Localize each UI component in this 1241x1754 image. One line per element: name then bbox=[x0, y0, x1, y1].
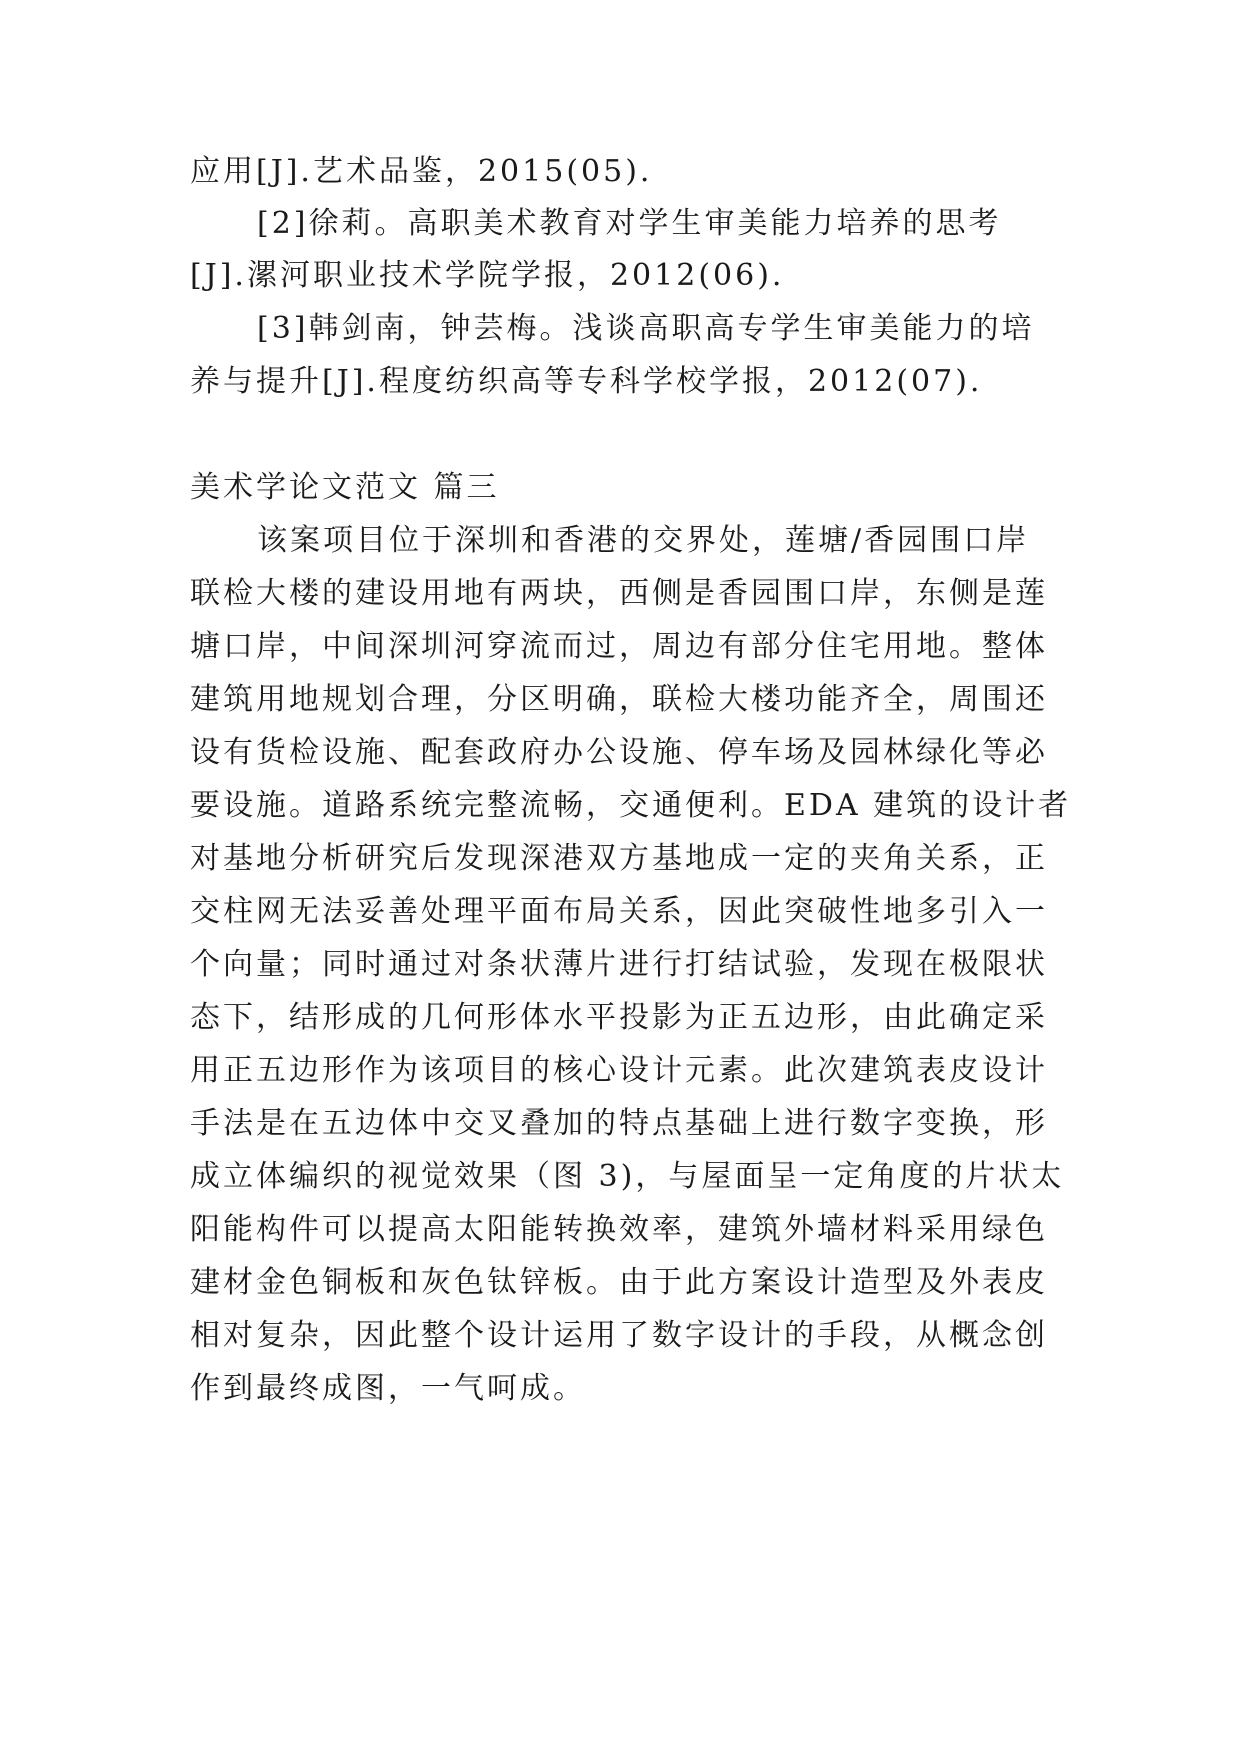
body-line: 用正五边形作为该项目的核心设计元素。此次建筑表皮设计 bbox=[190, 1053, 1048, 1088]
body-line: 该案项目位于深圳和香港的交界处，莲塘/香园围口岸 bbox=[257, 523, 1030, 558]
body-line: 作到最终成图，一气呵成。 bbox=[190, 1371, 586, 1406]
body-line: 要设施。道路系统完整流畅，交通便利。EDA 建筑的设计者 bbox=[190, 788, 1072, 823]
reference-3-line-1: [3]韩剑南，钟芸梅。浅谈高职高专学生审美能力的培 bbox=[257, 311, 1035, 346]
reference-2-line-2: [J].漯河职业技术学院学报，2012(06). bbox=[190, 258, 785, 293]
reference-3-line-2: 养与提升[J].程度纺织高等专科学校学报，2012(07). bbox=[190, 364, 983, 399]
body-line: 塘口岸，中间深圳河穿流而过，周边有部分住宅用地。整体 bbox=[190, 629, 1048, 664]
body-line: 手法是在五边体中交叉叠加的特点基础上进行数字变换，形 bbox=[190, 1106, 1048, 1141]
body-line: 对基地分析研究后发现深港双方基地成一定的夹角关系，正 bbox=[190, 841, 1048, 876]
section-title: 美术学论文范文 篇三 bbox=[190, 470, 500, 505]
body-line: 个向量；同时通过对条状薄片进行打结试验，发现在极限状 bbox=[190, 947, 1048, 982]
body-line: 建筑用地规划合理，分区明确，联检大楼功能齐全，周围还 bbox=[190, 682, 1048, 717]
body-line: 态下，结形成的几何形体水平投影为正五边形，由此确定采 bbox=[190, 1000, 1048, 1035]
body-line: 建材金色铜板和灰色钛锌板。由于此方案设计造型及外表皮 bbox=[190, 1265, 1048, 1300]
body-line: 成立体编织的视觉效果（图 3)，与屋面呈一定角度的片状太 bbox=[190, 1159, 1065, 1194]
body-line: 阳能构件可以提高太阳能转换效率，建筑外墙材料采用绿色 bbox=[190, 1212, 1048, 1247]
body-line: 设有货检设施、配套政府办公设施、停车场及园林绿化等必 bbox=[190, 735, 1048, 770]
reference-2-line-1: [2]徐莉。高职美术教育对学生审美能力培养的思考 bbox=[257, 206, 1002, 241]
body-line: 相对复杂，因此整个设计运用了数字设计的手段，从概念创 bbox=[190, 1318, 1048, 1353]
body-line: 交柱网无法妥善处理平面布局关系，因此突破性地多引入一 bbox=[190, 894, 1048, 929]
reference-1-line-1: 应用[J].艺术品鉴，2015(05). bbox=[190, 154, 653, 189]
body-line: 联检大楼的建设用地有两块，西侧是香园围口岸，东侧是莲 bbox=[190, 576, 1048, 611]
